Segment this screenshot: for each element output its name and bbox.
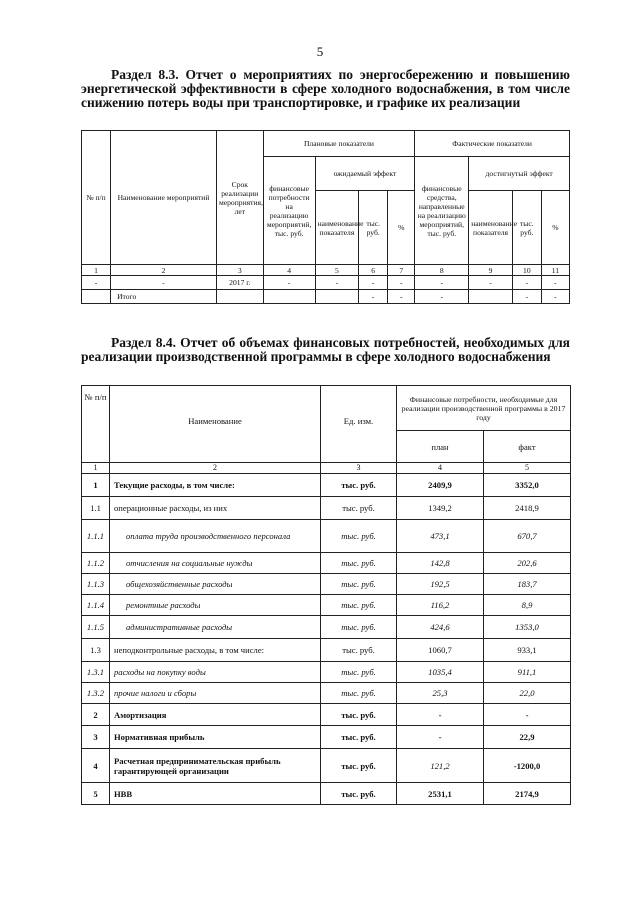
row-name: неподконтрольные расходы, в том числе: <box>110 639 321 662</box>
column-number: 7 <box>388 265 415 276</box>
row-plan: 424,6 <box>397 616 484 639</box>
column-number: 9 <box>469 265 513 276</box>
table-cell: - <box>388 290 415 304</box>
row-plan: - <box>397 726 484 749</box>
table-cell: - <box>541 290 569 304</box>
row-name: Текущие расходы, в том числе: <box>110 474 321 497</box>
row-unit: тыс. руб. <box>321 783 397 805</box>
row-number: 1.1 <box>82 497 110 520</box>
row-unit: тыс. руб. <box>321 749 397 783</box>
row-plan: 121,2 <box>397 749 484 783</box>
table-cell: - <box>315 276 359 290</box>
col-header-rub: тыс. руб. <box>359 191 388 265</box>
energy-saving-measures-table <box>81 130 570 304</box>
row-number: 1.1.4 <box>82 595 110 616</box>
table-row <box>82 683 571 704</box>
row-unit: тыс. руб. <box>321 595 397 616</box>
row-name: расходы на покупку воды <box>110 662 321 683</box>
row-plan: 2409,9 <box>397 474 484 497</box>
row-number: 1.1.3 <box>82 574 110 595</box>
column-number: 5 <box>484 463 571 474</box>
row-fact: 1353,0 <box>484 616 571 639</box>
table-row <box>82 595 571 616</box>
row-unit: тыс. руб. <box>321 574 397 595</box>
financial-needs-table <box>81 385 571 805</box>
row-fact: 911,1 <box>484 662 571 683</box>
row-fact: 183,7 <box>484 574 571 595</box>
col-header-plan: план <box>397 431 484 463</box>
table-cell: - <box>512 290 541 304</box>
row-name: отчисления на социальные нужды <box>110 553 321 574</box>
row-number: 3 <box>82 726 110 749</box>
table-cell <box>469 290 513 304</box>
col-header-name: Наименование <box>110 386 321 463</box>
row-name: оплата труда производственного персонала <box>110 520 321 553</box>
column-number: 3 <box>216 265 263 276</box>
column-number: 6 <box>359 265 388 276</box>
table-cell: 2017 г. <box>216 276 263 290</box>
row-name: операционные расходы, из них <box>110 497 321 520</box>
row-name: административные расходы <box>110 616 321 639</box>
table-cell: - <box>541 276 569 290</box>
row-unit: тыс. руб. <box>321 520 397 553</box>
table-cell: - <box>263 276 315 290</box>
row-fact: 22,9 <box>484 726 571 749</box>
row-name: Расчетная предпринимательская прибыль гарантирующей организации <box>110 749 321 783</box>
page-number: 5 <box>316 44 324 59</box>
row-fact: 2418,9 <box>484 497 571 520</box>
total-label: Итого <box>111 290 217 304</box>
col-header-indicator-name: наименование показателя <box>315 191 359 265</box>
row-fact: 670,7 <box>484 520 571 553</box>
row-name: ремонтные расходы <box>110 595 321 616</box>
table-cell: - <box>359 276 388 290</box>
row-plan: 1060,7 <box>397 639 484 662</box>
row-unit: тыс. руб. <box>321 497 397 520</box>
table-cell: - <box>388 276 415 290</box>
row-fact: 3352,0 <box>484 474 571 497</box>
row-unit: тыс. руб. <box>321 662 397 683</box>
table-cell: - <box>469 276 513 290</box>
column-number: 2 <box>110 463 321 474</box>
row-number: 1.1.5 <box>82 616 110 639</box>
row-number: 1.3.2 <box>82 683 110 704</box>
table-cell: - <box>512 276 541 290</box>
col-header-percent: % <box>388 191 415 265</box>
table-cell: - <box>359 290 388 304</box>
table-row <box>82 749 571 783</box>
col-header-planned-financing: финансовые потребности на реализацию мероприятий, тыс. руб. <box>263 157 315 265</box>
row-name: Амортизация <box>110 704 321 726</box>
column-number: 1 <box>82 463 110 474</box>
row-unit: тыс. руб. <box>321 474 397 497</box>
row-fact: 8,9 <box>484 595 571 616</box>
row-plan: 116,2 <box>397 595 484 616</box>
row-unit: тыс. руб. <box>321 616 397 639</box>
column-number: 11 <box>541 265 569 276</box>
table-cell <box>315 290 359 304</box>
table-row <box>82 276 570 290</box>
table-row <box>82 520 571 553</box>
col-header-achieved-effect: достигнутый эффект <box>469 157 570 191</box>
table-row <box>82 704 571 726</box>
row-name: Нормативная прибыль <box>110 726 321 749</box>
row-fact: 933,1 <box>484 639 571 662</box>
row-number: 2 <box>82 704 110 726</box>
table-row <box>82 662 571 683</box>
column-number: 4 <box>397 463 484 474</box>
row-unit: тыс. руб. <box>321 683 397 704</box>
col-header-financial-needs: Финансовые потребности, необходимые для реализации производственной программы в 2017 году <box>397 386 571 431</box>
col-header-indicator-name: наименование показателя <box>469 191 513 265</box>
column-number: 10 <box>512 265 541 276</box>
col-header-unit: Ед. изм. <box>321 386 397 463</box>
row-fact: 22,0 <box>484 683 571 704</box>
col-header-actual-financing: финансовые средства, направленные на реализацию мероприятий, тыс. руб. <box>415 157 469 265</box>
row-number: 1.1.1 <box>82 520 110 553</box>
row-plan: 25,3 <box>397 683 484 704</box>
column-number: 2 <box>111 265 217 276</box>
table-cell: - <box>415 276 469 290</box>
table-row <box>82 497 571 520</box>
table-cell <box>82 290 111 304</box>
table-cell: - <box>111 276 217 290</box>
row-unit: тыс. руб. <box>321 553 397 574</box>
table-cell: - <box>415 290 469 304</box>
row-plan: 142,8 <box>397 553 484 574</box>
col-header-term: Срок реализации мероприятия, лет <box>216 131 263 265</box>
row-number: 1 <box>82 474 110 497</box>
column-number: 3 <box>321 463 397 474</box>
table-row <box>82 553 571 574</box>
row-fact: 202,6 <box>484 553 571 574</box>
table-row <box>82 783 571 805</box>
row-number: 4 <box>82 749 110 783</box>
row-unit: тыс. руб. <box>321 704 397 726</box>
table-cell <box>263 290 315 304</box>
column-number: 4 <box>263 265 315 276</box>
row-plan: 192,5 <box>397 574 484 595</box>
col-header-number: № п/п <box>82 386 110 463</box>
col-header-number: № п/п <box>82 131 111 265</box>
row-name: прочие налоги и сборы <box>110 683 321 704</box>
section-8-3-heading: Раздел 8.3. Отчет о мероприятиях по энергосбережению и повышению энергетической эффективности в сфере холодного водоснабжения, в том числе снижению потерь воды при транспортировке, и графике их реализации <box>81 67 570 110</box>
col-header-actual: Фактические показатели <box>415 131 570 157</box>
row-plan: 473,1 <box>397 520 484 553</box>
row-fact: 2174,9 <box>484 783 571 805</box>
col-header-percent: % <box>541 191 569 265</box>
table-cell <box>216 290 263 304</box>
column-number: 1 <box>82 265 111 276</box>
table-row <box>82 474 571 497</box>
total-row <box>82 290 570 304</box>
row-fact: -1200,0 <box>484 749 571 783</box>
table-row <box>82 726 571 749</box>
col-header-measure-name: Наименование мероприятий <box>111 131 217 265</box>
table-row <box>82 616 571 639</box>
table-row <box>82 639 571 662</box>
row-number: 1.3.1 <box>82 662 110 683</box>
col-header-rub: тыс. руб. <box>512 191 541 265</box>
column-number: 5 <box>315 265 359 276</box>
row-plan: 1349,2 <box>397 497 484 520</box>
section-8-4-heading: Раздел 8.4. Отчет об объемах финансовых потребностей, необходимых для реализации производственной программы в сфере холодного водоснабжения <box>81 335 570 364</box>
row-plan: 2531,1 <box>397 783 484 805</box>
row-unit: тыс. руб. <box>321 639 397 662</box>
col-header-expected-effect: ожидаемый эффект <box>315 157 415 191</box>
row-number: 5 <box>82 783 110 805</box>
table-row <box>82 574 571 595</box>
row-fact: - <box>484 704 571 726</box>
row-name: НВВ <box>110 783 321 805</box>
col-header-planned: Плановые показатели <box>263 131 415 157</box>
col-header-fact: факт <box>484 431 571 463</box>
row-name: общехозяйственные расходы <box>110 574 321 595</box>
row-plan: 1035,4 <box>397 662 484 683</box>
row-number: 1.3 <box>82 639 110 662</box>
row-unit: тыс. руб. <box>321 726 397 749</box>
table-cell: - <box>82 276 111 290</box>
row-number: 1.1.2 <box>82 553 110 574</box>
row-plan: - <box>397 704 484 726</box>
column-number: 8 <box>415 265 469 276</box>
